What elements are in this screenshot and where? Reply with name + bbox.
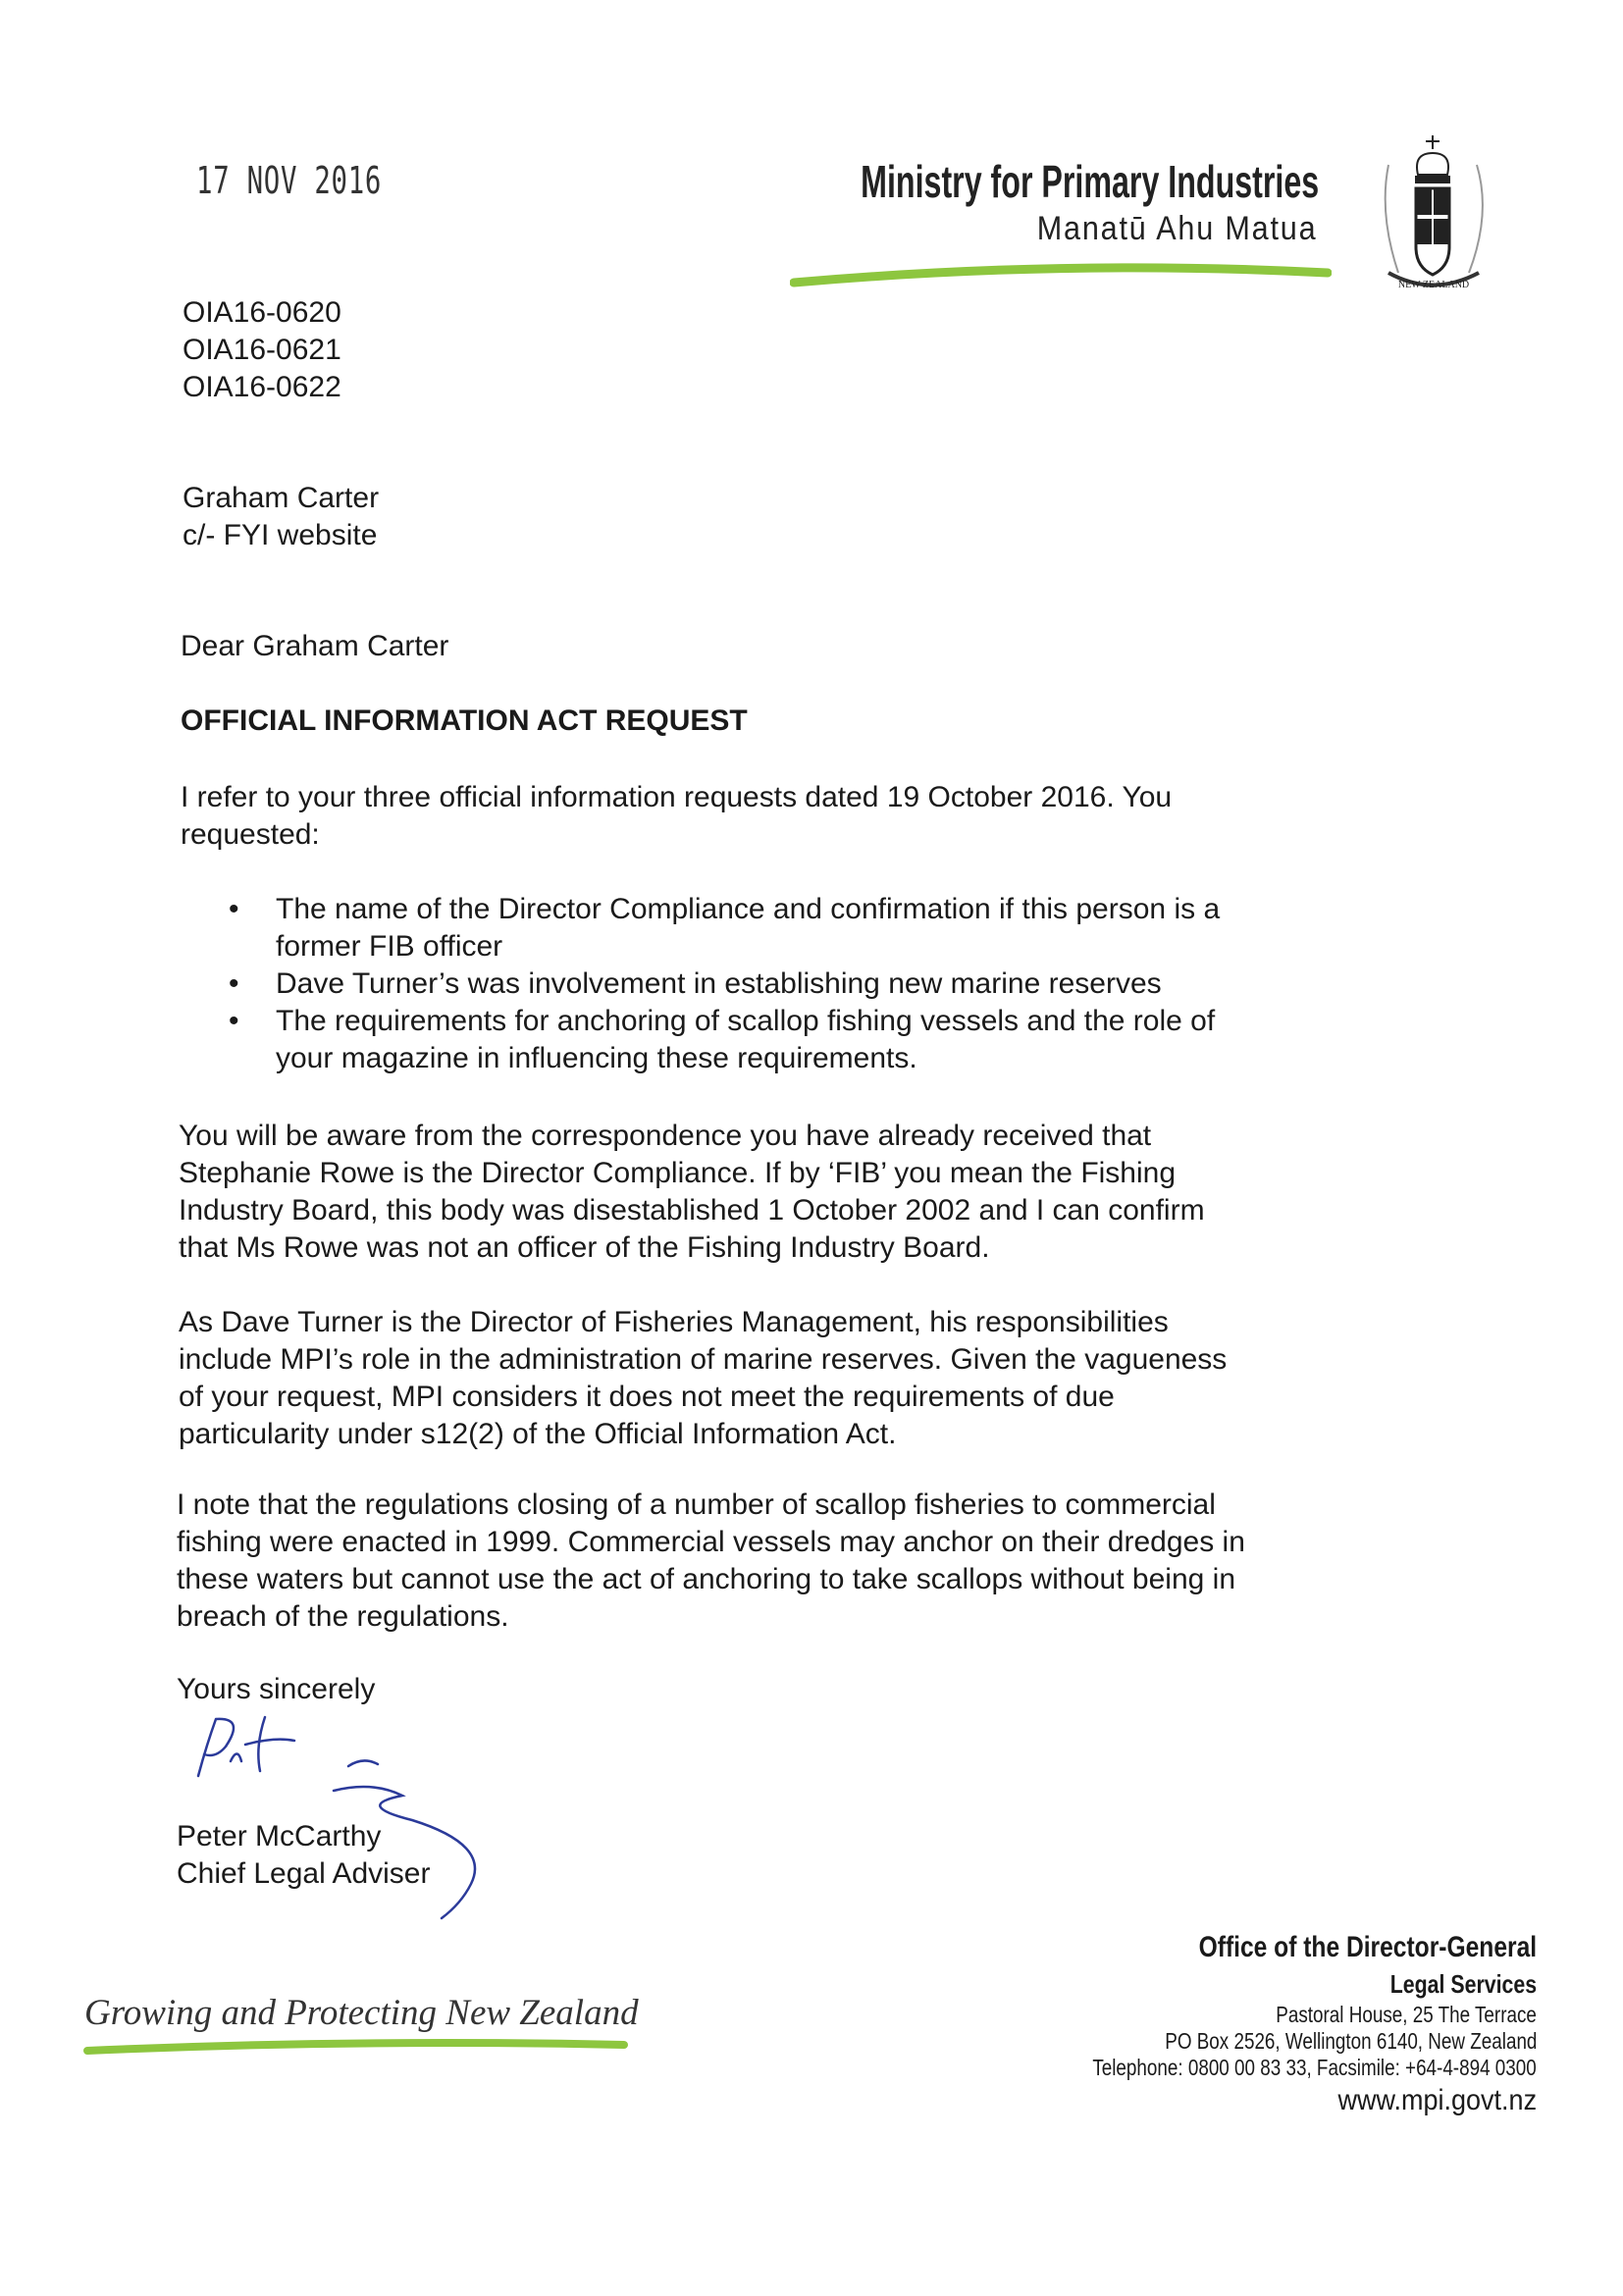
- footer-address-2: PO Box 2526, Wellington 6140, New Zealand: [1164, 2028, 1537, 2054]
- intro-paragraph: [181, 779, 1172, 854]
- footer-address-1: Pastoral House, 25 The Terrace: [1276, 2002, 1537, 2027]
- text-line: Dave Turner’s was involvement in establishing new marine reserves: [276, 967, 1162, 1000]
- paragraph-compliance: [179, 1118, 1205, 1267]
- green-swoosh: [790, 257, 1332, 288]
- request-list: [229, 891, 1221, 1077]
- text-line: requested:: [181, 818, 320, 851]
- text-line: include MPI’s role in the administration of marine reserves. Given the vagueness: [179, 1343, 1228, 1376]
- closing: Yours sincerely: [177, 1673, 376, 1705]
- signatory-title: Chief Legal Adviser: [177, 1857, 431, 1890]
- signatory-block: [177, 1818, 431, 1893]
- recipient-address: c/- FYI website: [183, 519, 378, 551]
- oia-references: [183, 294, 341, 406]
- text-line: The name of the Director Compliance and confirmation if this person is a: [276, 893, 1221, 925]
- footer-unit: Legal Services: [1389, 1969, 1537, 1999]
- bullet-icon: •: [229, 893, 239, 925]
- nz-coat-of-arms-icon: [1359, 126, 1545, 307]
- text-line: Stephanie Rowe is the Director Compliance. If by ‘FIB’ you mean the Fishing: [179, 1157, 1177, 1189]
- paragraph-scallops: [177, 1487, 1245, 1636]
- crest-text: NEW ZEALAND: [1397, 280, 1470, 290]
- text-line: As Dave Turner is the Director of Fisheries Management, his responsibilities: [179, 1306, 1169, 1338]
- text-line: I note that the regulations closing of a number of scallop fisheries to commercial: [177, 1488, 1216, 1521]
- paragraph-marine-reserves: [179, 1304, 1227, 1453]
- text-line: The requirements for anchoring of scallop fishing vessels and the role of: [276, 1005, 1216, 1037]
- text-line: that Ms Rowe was not an officer of the Fishing Industry Board.: [179, 1231, 990, 1264]
- ministry-name: Ministry for Primary Industries: [860, 156, 1319, 207]
- signatory-name: Peter McCarthy: [177, 1820, 382, 1852]
- oia-reference: OIA16-0620: [183, 296, 341, 329]
- bullet-icon: •: [229, 967, 239, 1000]
- recipient-block: [183, 480, 379, 554]
- subject-heading: OFFICIAL INFORMATION ACT REQUEST: [181, 704, 748, 737]
- footer-website-link[interactable]: www.mpi.govt.nz: [1337, 2084, 1537, 2116]
- text-line: of your request, MPI considers it does not meet the requirements of due: [179, 1381, 1115, 1413]
- recipient-name: Graham Carter: [183, 482, 380, 514]
- footer-office: Office of the Director-General: [1198, 1931, 1537, 1963]
- salutation: Dear Graham Carter: [181, 630, 449, 662]
- oia-reference: OIA16-0622: [183, 371, 341, 403]
- text-line: former FIB officer: [276, 930, 503, 963]
- footer-slogan: Growing and Protecting New Zealand: [84, 1993, 639, 2033]
- list-item: [229, 1003, 1220, 1077]
- text-line: fishing were enacted in 1999. Commercial vessels may anchor on their dredges in: [177, 1526, 1245, 1558]
- footer-green-swoosh: [82, 2033, 632, 2059]
- ministry-maori-name: Manatū Ahu Matua: [1036, 210, 1317, 247]
- footer-contact: Telephone: 0800 00 83 33, Facsimile: +64-4-894 0300: [1092, 2055, 1537, 2080]
- received-date-stamp: 17 NOV 2016: [196, 159, 383, 202]
- text-line: You will be aware from the correspondence you have already received that: [179, 1120, 1152, 1152]
- list-item: [229, 965, 1220, 1003]
- list-item: [229, 891, 1221, 965]
- text-line: I refer to your three official information requests dated 19 October 2016. You: [181, 781, 1173, 813]
- oia-reference: OIA16-0621: [183, 334, 341, 366]
- bullet-icon: •: [229, 1005, 239, 1037]
- text-line: particularity under s12(2) of the Official Information Act.: [179, 1418, 897, 1450]
- text-line: your magazine in influencing these requirements.: [276, 1042, 917, 1074]
- text-line: these waters but cannot use the act of anchoring to take scallops without being in: [177, 1563, 1236, 1595]
- text-line: Industry Board, this body was disestablished 1 October 2002 and I can confirm: [179, 1194, 1205, 1226]
- text-line: breach of the regulations.: [177, 1600, 509, 1633]
